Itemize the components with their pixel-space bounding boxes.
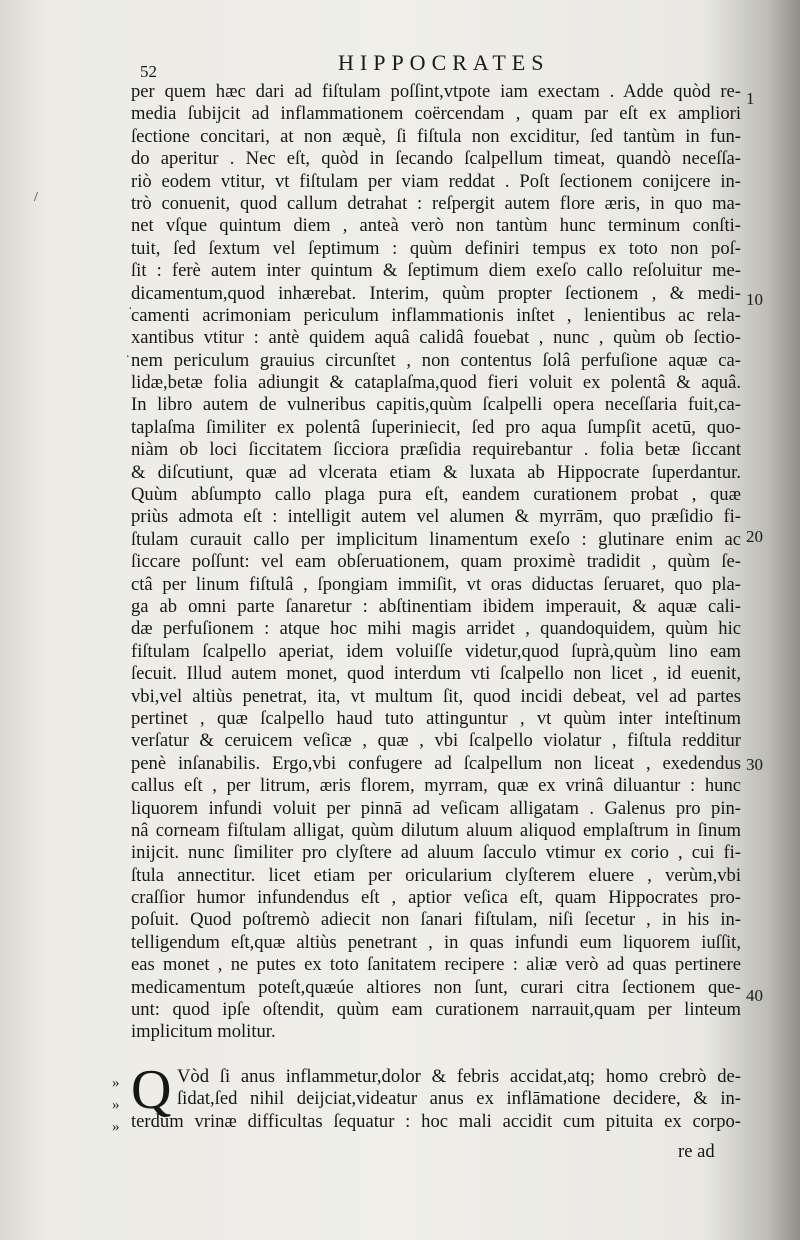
aphorism-line: ſidat,ſed nihil deijciat,videatur anus ex inflāmatione decidere, & in-	[177, 1088, 741, 1110]
text-line: unt: quod ipſe oſtendit, quùm eam curationem narrauit,quam per linteum	[131, 999, 741, 1021]
margin-line-number: 30	[746, 755, 763, 774]
margin-line-number: 20	[746, 527, 763, 546]
text-line: nâ corneam fiſtulam alligat, quùm dilutum aluum aliquod emplaſtrum in ſinum	[131, 819, 741, 841]
text-line: xantibus vtitur : antè quidem aquâ calidâ fouebat , nunc , quùm ob ſectio-	[131, 327, 741, 349]
text-line: ſiccare poſſunt: vel eam obſeruationem, quam proximè tradidit , quùm ſe-	[131, 551, 741, 573]
quote-mark: »	[112, 1075, 120, 1091]
text-line: ſecuit. Illud autem monet, quod interdum vti ſcalpello non licet , id euenit,	[131, 663, 741, 685]
text-line: ſtulam curauit callo per implicitum linamentum exeſo : glutinare enim ac	[131, 528, 741, 550]
text-line: craſſior humor infundendus eſt , aptior veſica eſt, quam Hippocrates pro-	[131, 887, 741, 909]
text-line: In libro autem de vulneribus capitis,quùm ſcalpelli opera neceſſaria fuit,ca-	[131, 394, 741, 416]
text-line: taplaſma ſimiliter ex polentâ ſuperiniecit, ſed pro aqua ſumpſit acetū, quo-	[131, 416, 741, 438]
text-line: do aperitur . Nec eſt, quòd in ſecando ſcalpellum timeat, quandò neceſſa-	[131, 148, 741, 170]
text-line: dicamentum,quod inhærebat. Interim, quùm propter ſectionem , & medi-	[131, 282, 741, 304]
margin-line-number: 40	[746, 986, 763, 1005]
text-line: & diſcutiunt, quæ ad vlcerata etiam & luxata ab Hippocrate ſuperdantur.	[131, 461, 741, 483]
running-title: HIPPOCRATES	[338, 50, 550, 75]
text-line: fiſtulam ſcalpello aperiat, idem voluiſſe videtur,quod ſuprà,quùm lino eam	[131, 640, 741, 662]
text-line: vbi,vel altiùs penetrat, ita, vt multum ſit, quod incidi debeat, vel ad partes	[131, 685, 741, 707]
running-header	[138, 50, 748, 80]
aphorism-line: Vòd ſi anus inflammetur,dolor & febris accidat,atq; homo crebrò de-	[177, 1066, 741, 1087]
catchword: re ad	[678, 1141, 715, 1162]
text-line: ſtula annectitur. licet etiam per oricularium clyſterem eluere , verùm,vbi	[131, 864, 741, 886]
text-line: trò conuenit, quod callum detrahat : reſpergit autem flore æris, in quo ma-	[131, 192, 741, 214]
quote-mark: »	[112, 1119, 120, 1135]
aphorism-line: terdum vrinæ difficultas ſequatur : hoc mali accidit cum pituita ex corpo-	[131, 1110, 741, 1132]
text-line: priùs admota eſt : intelligit autem vel alumen & myrrām, quo præſidio fi-	[131, 506, 741, 528]
drop-cap: Q	[131, 1059, 172, 1121]
text-line: dæ perfuſionem : atque hoc mihi magis arridet , quandoquidem, quùm hic	[131, 618, 741, 640]
text-line: ſectione concitari, at non æquè, ſi fiſtula non exciditur, ſed tantùm in fun-	[131, 125, 741, 147]
commentary-text	[131, 81, 741, 1044]
text-line: ctâ per linum fiſtulâ , ſpongiam immiſit, vt oras diductas ſeruaret, quo pla-	[131, 573, 741, 595]
text-line: camenti acrimoniam periculum inflammationis inſtet , lenientibus ac rela-	[131, 304, 741, 326]
text-line: media ſubijcit ad inflammationem coërcendam , quam par eſt ex ampliori	[131, 103, 741, 125]
text-line: Quùm abſumpto callo plaga pura eſt, eandem curationem probat , quæ	[131, 484, 741, 506]
stray-mark: ·	[128, 302, 133, 317]
text-line: eas monet , ne putes ex toto ſanitatem recipere : aliæ verò ad quas pertinere	[131, 954, 741, 976]
text-line: net vſque quintum diem , anteà verò non tantùm hunc terminum conſti-	[131, 215, 741, 237]
text-line: nem periculum grauius circunſtet , non contentus ſolâ perfuſione aquæ ca-	[131, 349, 741, 371]
text-line: medicamentum poteſt,quæúe altiores non ſunt, curari citra ſectionem que-	[131, 976, 741, 998]
text-line: penè inſanabilis. Ergo,vbi confugere ad ſcalpellum non liceat , exedendus	[131, 752, 741, 774]
text-line: liquorem infundi voluit per pinnā ad veſicam alligatam . Galenus pro pin-	[131, 797, 741, 819]
text-line: implicitum molitur.	[131, 1021, 276, 1043]
stray-mark: .	[126, 346, 130, 361]
text-line: niàm ob loci ſiccitatem ſicciora præſidia requirebantur . folia betæ ſiccant	[131, 439, 741, 461]
text-line: verſatur & ceruicem veſicæ , quæ , vbi ſcalpello violatur , fiſtula redditur	[131, 730, 741, 752]
aphorism-section	[131, 1059, 741, 1133]
text-line: callus eſt , per litrum, æris florem, myrram, quæ ex vrinâ diluantur : hunc	[131, 775, 741, 797]
stray-mark: /	[34, 190, 38, 205]
text-line: pertinet , quæ ſcalpello haud tuto attinguntur , vt quùm inter inteſtinum	[131, 707, 741, 729]
margin-line-number: 10	[746, 290, 763, 309]
text-line: tuit, ſed ſextum vel ſeptimum : quùm definiri tempus ex toto non poſ-	[131, 237, 741, 259]
text-line: ſit : ferè autem inter quintum & ſeptimum diem exeſo callo reſoluitur me-	[131, 260, 741, 282]
text-line: inijcit. nunc ſimiliter pro clyſtere ad aluum ſacculo vtimur ex corio , cui fi-	[131, 842, 741, 864]
text-line: ga ab omni parte ſanaretur : abſtinentiam ibidem imperauit, & aquæ cali-	[131, 595, 741, 617]
quote-mark: »	[112, 1097, 120, 1113]
margin-line-number: 1	[746, 89, 755, 108]
text-line: lidæ,betæ folia adiungit & cataplaſma,quod fieri voluit ex polentâ & aquâ.	[131, 372, 741, 394]
page-number: 52	[140, 62, 157, 81]
text-line: riò eodem vtitur, vt fiſtulam per viam reddat . Poſt ſectionem conijcere in-	[131, 170, 741, 192]
text-line: poſuit. Quod poſtremò adiecit non ſanari fiſtulam, niſi ſecetur , in his in-	[131, 909, 741, 931]
text-line: telligendum eſt,quæ altiùs penetrant , in quas infundi eum liquorem iuſſit,	[131, 931, 741, 953]
text-line: per quem hæc dari ad fiſtulam poſſint,vtpote iam exectam . Adde quòd re-	[131, 81, 741, 102]
